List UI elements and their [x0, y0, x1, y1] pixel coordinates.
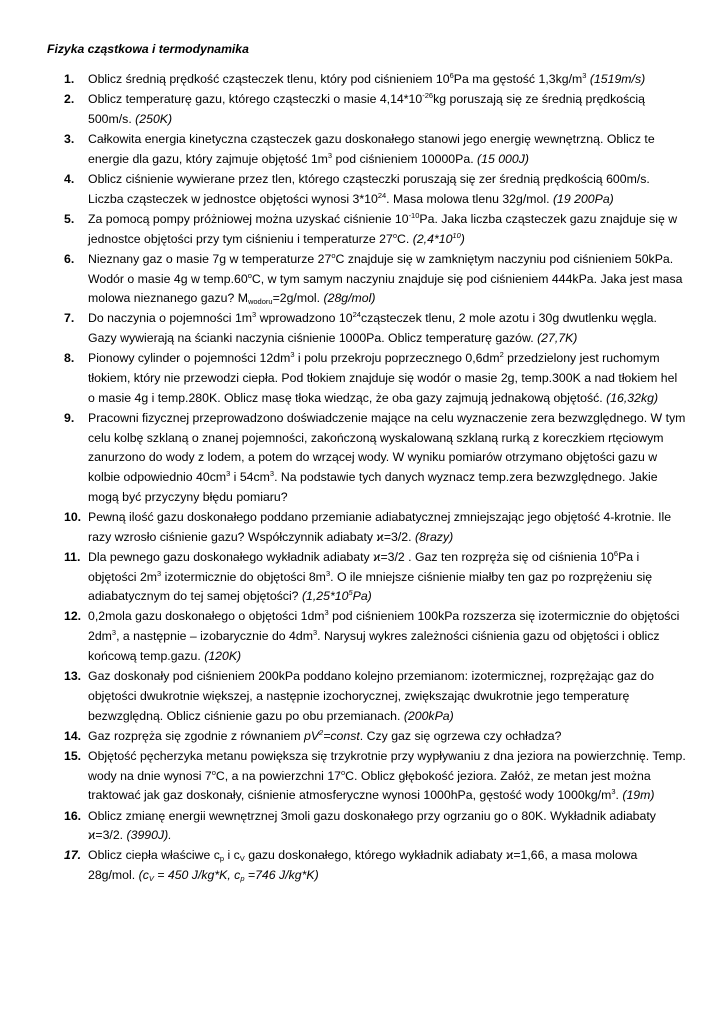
answer-part: ) — [460, 231, 465, 246]
problem-answer: (200kPa) — [403, 708, 454, 723]
problem-text: i polu przekroju poprzecznego 0,6dm — [294, 351, 500, 366]
equation-part: =const — [323, 728, 360, 743]
problem-text: C znajduje się w zamkniętym naczyniu pod ciśnieniem 50kPa. Wodór o masie 4g w temp.60 — [88, 251, 674, 286]
problem-text: Gaz doskonały pod ciśnieniem 200kPa poddano kolejno przemianom: izotermicznej, rozprężając gaz do objętości dwukrotnie większej, a następnie izochorycznej, zwiększając dwukrotnie jego temperaturę bezwzględną. Oblicz ciśnienie gazu po obu przemianach. — [88, 669, 654, 723]
problem-number: 11. — [64, 549, 81, 564]
problem-12 — [0, 607, 686, 666]
problem-text: przedzielony jest ruchomym tłokiem, który nie przewodzi ciepła. Pod tłokiem znajduje się wodór o masie 2g, temp.300K a nad tłokiem hel o masie 4g i temp.280K. Oblicz masę tłoka wiedząc, że oba gazy zajmują jednakową objętość. — [88, 351, 678, 405]
superscript: 5 — [348, 588, 353, 598]
problem-answer: (3990J). — [126, 828, 172, 843]
problem-answer: (27,7K) — [537, 331, 578, 346]
problem-5 — [0, 210, 686, 249]
problem-11 — [0, 548, 686, 607]
superscript: 3 — [312, 628, 318, 638]
problem-text: Nieznany gaz o masie 7g w temperaturze 27 — [88, 251, 332, 266]
problem-text: Za pomocą pompy próżniowej można uzyskać ciśnienie 10 — [88, 211, 409, 226]
problem-1 — [0, 70, 686, 90]
equation — [304, 729, 360, 743]
problem-text: cząsteczek tlenu, 2 mole azotu i 30g dwutlenku węgla. Gazy wywierają na ścianki naczynia ciśnienie 1000Pa. Oblicz temperaturę gazów. — [88, 311, 657, 346]
problem-number: 17. — [64, 848, 82, 863]
subscript: p — [219, 854, 225, 864]
superscript: 3 — [226, 469, 231, 479]
superscript: 3 — [252, 310, 257, 320]
problem-text: 0,2mola gazu doskonałego o objętości 1dm — [88, 609, 325, 624]
superscript: o — [392, 230, 398, 240]
problem-number: 10. — [64, 509, 82, 524]
problem-text: Oblicz temperaturę gazu, którego cząsteczki o masie 4,14*10 — [88, 92, 423, 107]
problem-2 — [0, 90, 686, 129]
problem-number: 14. — [64, 728, 82, 743]
problem-answer: (19m) — [622, 788, 655, 803]
superscript: 3 — [111, 628, 117, 638]
problem-text: C. Oblicz głębokość jeziora. Załóż, ze metan jest można traktować jak gaz doskonały, ciśnienie atmosferyczne wynosi 1000hPa, gęstość wody 1000kg/m — [88, 768, 651, 803]
problem-text: =2g/mol. — [272, 291, 321, 306]
subscript: V — [239, 854, 245, 864]
problem-13 — [0, 667, 686, 726]
superscript: 24 — [352, 310, 361, 320]
problem-14 — [0, 727, 686, 747]
problem-9 — [0, 409, 686, 508]
problem-answer: (250K) — [135, 111, 173, 126]
superscript: -26 — [422, 91, 434, 101]
superscript: 3 — [325, 568, 331, 578]
superscript: 3 — [327, 150, 333, 160]
superscript: 10 — [452, 230, 461, 240]
problem-number: 2. — [64, 92, 75, 107]
problem-text: pod ciśnieniem 100kPa rozszerza się izotermicznie do objętości 2dm — [88, 609, 680, 644]
problem-17 — [0, 846, 686, 885]
problem-text: wprowadzono 10 — [256, 311, 353, 326]
problem-8 — [0, 349, 686, 408]
problem-text: Oblicz ciśnienie wywierane przez tlen, którego cząsteczki poruszają się zer średnią prędkością 600m/s. Liczba cząsteczek w jednostce objętości wynosi 3*10 — [88, 172, 650, 206]
problem-answer: (28g/mol) — [323, 291, 376, 306]
superscript: 3 — [324, 608, 329, 618]
problem-answer: (19 200Pa) — [552, 191, 614, 206]
problem-answer: (120K) — [204, 648, 242, 663]
problem-list — [0, 70, 724, 886]
problem-text: Oblicz ciepła właściwe c — [88, 848, 220, 863]
problem-answer: (1519m/s) — [589, 72, 646, 86]
problem-text: Całkowita energia kinetyczna cząsteczek gazu doskonałego stanowi jego energię wewnętrzną. Oblicz te energie dla gazu, który zajmuje objętość 1m — [88, 132, 655, 166]
problem-text: Pa i objętości 2m — [88, 549, 640, 584]
problem-text: Dla pewnego gazu doskonałego wykładnik adiabaty ϰ=3/2 . Gaz ten rozpręża się od ciśnienia 10 — [88, 549, 614, 564]
problem-number: 5. — [64, 211, 75, 226]
problem-number: 4. — [64, 172, 75, 187]
superscript: 2 — [499, 350, 504, 360]
problem-answer — [302, 589, 372, 603]
problem-text: Gaz rozpręża się zgodnie z równaniem — [88, 728, 304, 743]
problem-number: 9. — [64, 410, 75, 425]
problem-number: 1. — [64, 72, 75, 86]
superscript: 6 — [613, 548, 619, 558]
problem-text: Pionowy cylinder o pojemności 12dm — [88, 351, 291, 366]
problem-answer: (15 000J) — [477, 151, 529, 166]
superscript: o — [247, 270, 252, 280]
problem-number: 6. — [64, 251, 75, 266]
problem-6 — [0, 250, 686, 309]
problem-text: izotermicznie do objętości 8m — [161, 569, 326, 584]
problem-text: . Masa molowa tlenu 32g/mol. — [386, 191, 550, 206]
subscript: p — [240, 874, 245, 884]
problem-text: Pracowni fizycznej przeprowadzono doświadczenie mające na celu wyznaczenie zera bezwzględnego. W tym celu kolbę szklaną o znanej pojemności, zakończoną wyskalowaną szklaną rurką z koreczkiem rtęciowym zanurzono do wody z lodem, a potem do wrzącej wody. W wyniku pomiarów otrzymano objętości gazu w kolbie odpowiednio 40cm — [88, 410, 686, 485]
problem-answer — [413, 232, 465, 246]
problem-answer: (8razy) — [414, 529, 454, 544]
answer-part: = 450 J/kg*K, c — [153, 868, 241, 883]
problem-number: 15. — [64, 748, 82, 763]
problem-text: C, w tym samym naczyniu znajduje się pod ciśnieniem 444kPa. Jaka jest masa molowa nieznanego gazu? M — [88, 271, 683, 306]
problem-3 — [0, 130, 686, 169]
problem-text: Objętość pęcherzyka metanu powiększa się trzykrotnie przy wypływaniu z dna jeziora na powierzchnię. Temp. wody na dnie wynosi 7 — [88, 748, 686, 783]
problem-text: i c — [224, 848, 240, 863]
problem-text: pod ciśnieniem 10000Pa. — [332, 151, 474, 166]
superscript: 3 — [157, 568, 162, 578]
problem-number: 16. — [64, 808, 82, 823]
answer-part: (1,25*10 — [301, 589, 349, 604]
superscript: -10 — [408, 210, 420, 220]
equation-part: pV — [303, 728, 320, 743]
problem-7 — [0, 309, 686, 348]
superscript: o — [331, 250, 336, 260]
problem-text: Pewną ilość gazu doskonałego poddano przemianie adiabatycznej zmniejszając jego objętość 4-krotnie. Ile razy wzrosło ciśnienie gazu? Współczynnik adiabaty ϰ=3/2. — [88, 509, 672, 544]
superscript: 24 — [377, 190, 387, 200]
problem-text: . Narysuj wykres zależności ciśnienia gazu od objętości i oblicz końcową temp.gazu. — [88, 629, 660, 663]
problem-text: Pa ma gęstość 1,3kg/m — [453, 72, 583, 86]
superscript: 3 — [269, 469, 275, 479]
problem-text: Pa. Jaka liczba cząsteczek gazu znajduje się w jednostce objętości przy tym ciśnieniu i temperaturze 27 — [88, 211, 678, 246]
subscript: V — [148, 874, 154, 884]
answer-part: (2,4*10 — [412, 231, 453, 246]
problem-number: 12. — [64, 609, 82, 624]
problem-text: . Na podstawie tych danych wyznacz temp.zera bezwzględnego. Jakie mogą być przyczyny błędu pomiaru? — [88, 470, 658, 504]
problem-text: Oblicz średnią prędkość cząsteczek tlenu, który pod ciśnieniem 10 — [88, 72, 450, 86]
superscript: 3 — [611, 787, 616, 797]
problem-4 — [0, 170, 686, 209]
problem-text: Do naczynia o pojemności 1m — [88, 311, 253, 326]
document-title: Fizyka cząstkowa i termodynamika — [47, 42, 249, 56]
answer-part: =746 J/kg*K) — [244, 868, 319, 883]
superscript: o — [341, 767, 346, 777]
problem-text: C. — [397, 231, 410, 246]
superscript: o — [211, 767, 216, 777]
problem-number: 3. — [64, 132, 75, 147]
superscript: 3 — [582, 71, 587, 80]
superscript: 6 — [449, 71, 454, 80]
problem-text: , a następnie – izobarycznie do 4dm — [116, 629, 313, 644]
problem-text: . Czy gaz się ogrzewa czy ochładza? — [359, 728, 562, 743]
problem-number: 7. — [64, 311, 75, 326]
problem-text: . — [615, 788, 619, 803]
superscript: 3 — [290, 350, 295, 360]
problem-number: 8. — [64, 351, 75, 366]
problem-number: 13. — [64, 669, 82, 684]
problem-text: Oblicz zmianę energii wewnętrznej 3moli gazu doskonałego przy ogrzaniu go o 80K. Wykładnik adiabaty ϰ=3/2. — [88, 808, 656, 843]
subscript: wodoru — [247, 297, 273, 307]
problem-text: gazu doskonałego, którego wykładnik adiabaty ϰ=1,66, a masa molowa 28g/mol. — [88, 848, 638, 883]
problem-text: C, a na powierzchni 17 — [215, 768, 341, 783]
problem-answer — [139, 868, 319, 882]
answer-part: (c — [138, 868, 149, 883]
problem-text: i 54cm — [230, 470, 270, 485]
problem-text: kg poruszają się ze średnią prędkością 500m/s. — [88, 92, 645, 126]
problem-text: . O ile mniejsze ciśnienie miałby ten gaz po rozprężeniu się adiabatycznym do tej samej objętości? — [88, 569, 653, 604]
problem-15 — [0, 747, 686, 806]
superscript: 2 — [319, 727, 324, 737]
problem-10 — [0, 508, 686, 547]
answer-part: Pa) — [352, 589, 372, 604]
problem-answer: (16,32kg) — [606, 390, 659, 405]
problem-16 — [0, 807, 686, 846]
